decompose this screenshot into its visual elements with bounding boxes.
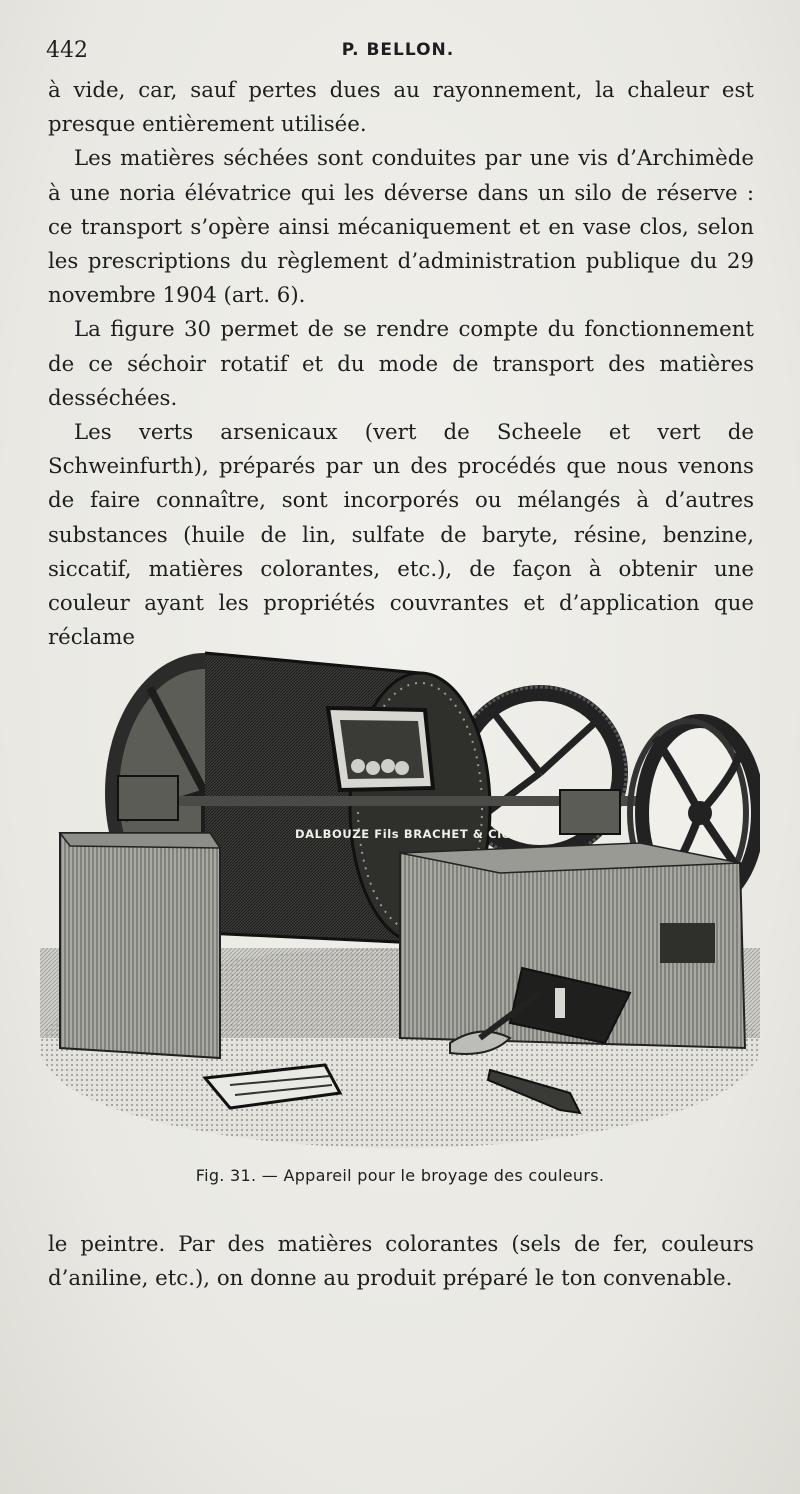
figure-grinding-machine [40,648,760,1148]
page-header [46,38,750,68]
paragraph: Les matières séchées sont conduites par une vis d’Archimède à une noria élévatrice qui les déverse dans un silo de réserve : ce transport s’opère ainsi mécaniquement et en vase clos, selon les prescriptions du règlement d’administration publique du 29 novembre 1904 (art. 6). [48,146,754,309]
figure-caption: Fig. 31. — Appareil pour le broyage des couleurs. [195,1166,605,1185]
left-pedestal [60,833,220,1058]
body-text-top [48,74,754,655]
drum-hatch-door [328,708,433,790]
left-bearing [118,776,178,820]
grinding-machine-illustration [40,648,760,1148]
right-bearing [560,790,620,834]
paragraph: à vide, car, sauf pertes dues au rayonnement, la chaleur est presque entièrement utilisée. [48,78,754,138]
body-text-bottom [48,1228,754,1296]
paragraph: La figure 30 permet de se rendre compte du fonctionnement de ce séchoir rotatif et du mode de transport des matières desséchées. [48,317,754,411]
running-title: P. BELLON. [341,40,455,60]
page-number: 442 [46,38,88,63]
paragraph: Les verts arsenicaux (vert de Scheele et vert de Schweinfurth), préparés par un des procédés que nous venons de faire connaître, sont incorporés ou mélangés à d’autres substances (huile de lin, sulfate de baryte, résine, benzine, siccatif, matières colorantes, etc.), de façon à obtenir une couleur ayant les propriétés couvrantes et d’application que réclame [48,420,754,651]
paragraph: le peintre. Par des matières colorantes (sels de fer, couleurs d’aniline, etc.), on donne au produit préparé le ton convenable. [48,1232,754,1292]
maker-label: DALBOUZE Fils BRACHET & Cie [295,827,511,841]
